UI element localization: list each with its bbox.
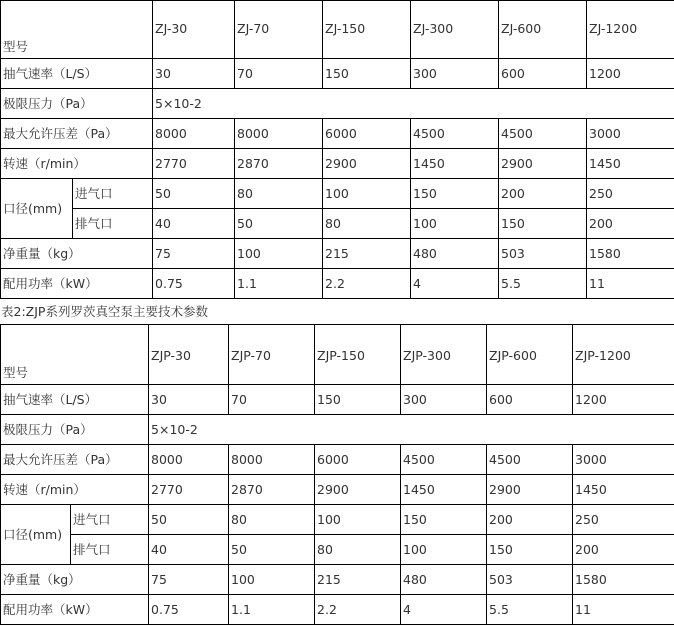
cell-value: 480: [401, 565, 487, 595]
model-name: ZJP-600: [487, 325, 573, 385]
cell-value: 4: [401, 595, 487, 625]
cell-value: 0.75: [149, 595, 229, 625]
cell-value: 1200: [573, 385, 674, 415]
cell-value: 3000: [587, 119, 674, 149]
table-row-max-pressure-diff: [1, 119, 674, 149]
cell-value: 1450: [587, 149, 674, 179]
cell-value: 1.1: [235, 269, 323, 299]
table-row-inlet: [1, 505, 674, 535]
cell-value: 3000: [573, 445, 674, 475]
table-row-model: [1, 325, 674, 385]
sub-label: 排气口: [71, 535, 149, 565]
table-row-outlet: [1, 209, 674, 239]
cell-value: 30: [153, 59, 235, 89]
table-row-outlet: [1, 535, 674, 565]
row-label: 抽气速率（L/S）: [1, 59, 153, 89]
row-label: 转速（r/min）: [1, 149, 153, 179]
row-label: 口径(mm): [1, 179, 73, 239]
cell-value: 40: [149, 535, 229, 565]
table-row-power: [1, 595, 674, 625]
cell-value: 80: [235, 179, 323, 209]
cell-value: 215: [315, 565, 401, 595]
cell-value: 100: [235, 239, 323, 269]
cell-value: 100: [323, 179, 411, 209]
row-label: 极限压力（Pa）: [1, 89, 153, 119]
model-name: ZJP-30: [149, 325, 229, 385]
cell-value: 80: [315, 535, 401, 565]
cell-value: 1450: [573, 475, 674, 505]
cell-value: 5×10-2: [153, 89, 674, 119]
cell-value: 2900: [499, 149, 587, 179]
cell-value: 30: [149, 385, 229, 415]
cell-value: 1200: [587, 59, 674, 89]
cell-value: 75: [153, 239, 235, 269]
cell-value: 75: [149, 565, 229, 595]
row-label: 最大允许压差（Pa）: [1, 445, 149, 475]
table-row-max-pressure-diff: [1, 445, 674, 475]
row-label: 口径(mm): [1, 505, 71, 565]
table-row-power: [1, 269, 674, 299]
row-label: 净重量（kg）: [1, 565, 149, 595]
cell-value: 600: [487, 385, 573, 415]
cell-value: 100: [401, 535, 487, 565]
model-name: ZJ-30: [153, 1, 235, 59]
model-name: ZJ-1200: [587, 1, 674, 59]
cell-value: 6000: [323, 119, 411, 149]
cell-value: 0.75: [153, 269, 235, 299]
cell-value: 8000: [149, 445, 229, 475]
cell-value: 5.5: [487, 595, 573, 625]
table-row-ultimate-pressure: [1, 89, 674, 119]
cell-value: 2.2: [315, 595, 401, 625]
cell-value: 503: [499, 239, 587, 269]
cell-value: 2870: [235, 149, 323, 179]
model-label: 型号: [1, 325, 149, 385]
cell-value: 150: [315, 385, 401, 415]
cell-value: 4500: [411, 119, 499, 149]
cell-value: 80: [323, 209, 411, 239]
cell-value: 8000: [153, 119, 235, 149]
spec-table-zjp: [0, 324, 674, 625]
cell-value: 5.5: [499, 269, 587, 299]
cell-value: 1580: [587, 239, 674, 269]
cell-value: 50: [235, 209, 323, 239]
cell-value: 215: [323, 239, 411, 269]
cell-value: 250: [573, 505, 674, 535]
cell-value: 2870: [229, 475, 315, 505]
cell-value: 2.2: [323, 269, 411, 299]
row-label: 配用功率（kW）: [1, 595, 149, 625]
row-label: 转速（r/min）: [1, 475, 149, 505]
cell-value: 4: [411, 269, 499, 299]
cell-value: 600: [499, 59, 587, 89]
cell-value: 2900: [315, 475, 401, 505]
cell-value: 150: [323, 59, 411, 89]
model-name: ZJP-300: [401, 325, 487, 385]
cell-value: 11: [573, 595, 674, 625]
cell-value: 150: [487, 535, 573, 565]
cell-value: 80: [229, 505, 315, 535]
cell-value: 100: [411, 209, 499, 239]
cell-value: 4500: [499, 119, 587, 149]
row-label: 抽气速率（L/S）: [1, 385, 149, 415]
cell-value: 300: [401, 385, 487, 415]
model-name: ZJP-150: [315, 325, 401, 385]
cell-value: 40: [153, 209, 235, 239]
table-row-pumping-speed: [1, 59, 674, 89]
cell-value: 300: [411, 59, 499, 89]
table-row-model: [1, 1, 674, 59]
cell-value: 200: [487, 505, 573, 535]
row-label: 极限压力（Pa）: [1, 415, 149, 445]
cell-value: 70: [229, 385, 315, 415]
table-row-ultimate-pressure: [1, 415, 674, 445]
cell-value: 6000: [315, 445, 401, 475]
cell-value: 1580: [573, 565, 674, 595]
row-label: 配用功率（kW）: [1, 269, 153, 299]
cell-value: 11: [587, 269, 674, 299]
cell-value: 150: [499, 209, 587, 239]
model-name: ZJP-70: [229, 325, 315, 385]
model-name: ZJ-150: [323, 1, 411, 59]
cell-value: 100: [315, 505, 401, 535]
cell-value: 480: [411, 239, 499, 269]
cell-value: 70: [235, 59, 323, 89]
model-name: ZJ-600: [499, 1, 587, 59]
cell-value: 200: [499, 179, 587, 209]
cell-value: 1450: [401, 475, 487, 505]
table-row-inlet: [1, 179, 674, 209]
cell-value: 5×10-2: [149, 415, 674, 445]
model-label: 型号: [1, 1, 153, 59]
cell-value: 503: [487, 565, 573, 595]
sub-label: 进气口: [71, 505, 149, 535]
cell-value: 200: [573, 535, 674, 565]
cell-value: 150: [401, 505, 487, 535]
cell-value: 8000: [235, 119, 323, 149]
model-name: ZJP-1200: [573, 325, 674, 385]
table-caption: 表2:ZJP系列罗茨真空泵主要技术参数: [1, 304, 208, 319]
cell-value: 2770: [149, 475, 229, 505]
cell-value: 50: [149, 505, 229, 535]
cell-value: 1.1: [229, 595, 315, 625]
table-row-pumping-speed: [1, 385, 674, 415]
cell-value: 50: [229, 535, 315, 565]
cell-value: 100: [229, 565, 315, 595]
table-row-rotation-speed: [1, 149, 674, 179]
cell-value: 50: [153, 179, 235, 209]
cell-value: 2900: [487, 475, 573, 505]
cell-value: 2770: [153, 149, 235, 179]
model-name: ZJ-300: [411, 1, 499, 59]
cell-value: 4500: [401, 445, 487, 475]
row-label: 最大允许压差（Pa）: [1, 119, 153, 149]
spec-table-zj: [0, 0, 674, 299]
model-name: ZJ-70: [235, 1, 323, 59]
cell-value: 250: [587, 179, 674, 209]
row-label: 净重量（kg）: [1, 239, 153, 269]
table-row-net-weight: [1, 239, 674, 269]
sub-label: 排气口: [73, 209, 153, 239]
cell-value: 1450: [411, 149, 499, 179]
table-row-net-weight: [1, 565, 674, 595]
table-row-rotation-speed: [1, 475, 674, 505]
sub-label: 进气口: [73, 179, 153, 209]
cell-value: 4500: [487, 445, 573, 475]
cell-value: 8000: [229, 445, 315, 475]
cell-value: 200: [587, 209, 674, 239]
cell-value: 2900: [323, 149, 411, 179]
cell-value: 150: [411, 179, 499, 209]
